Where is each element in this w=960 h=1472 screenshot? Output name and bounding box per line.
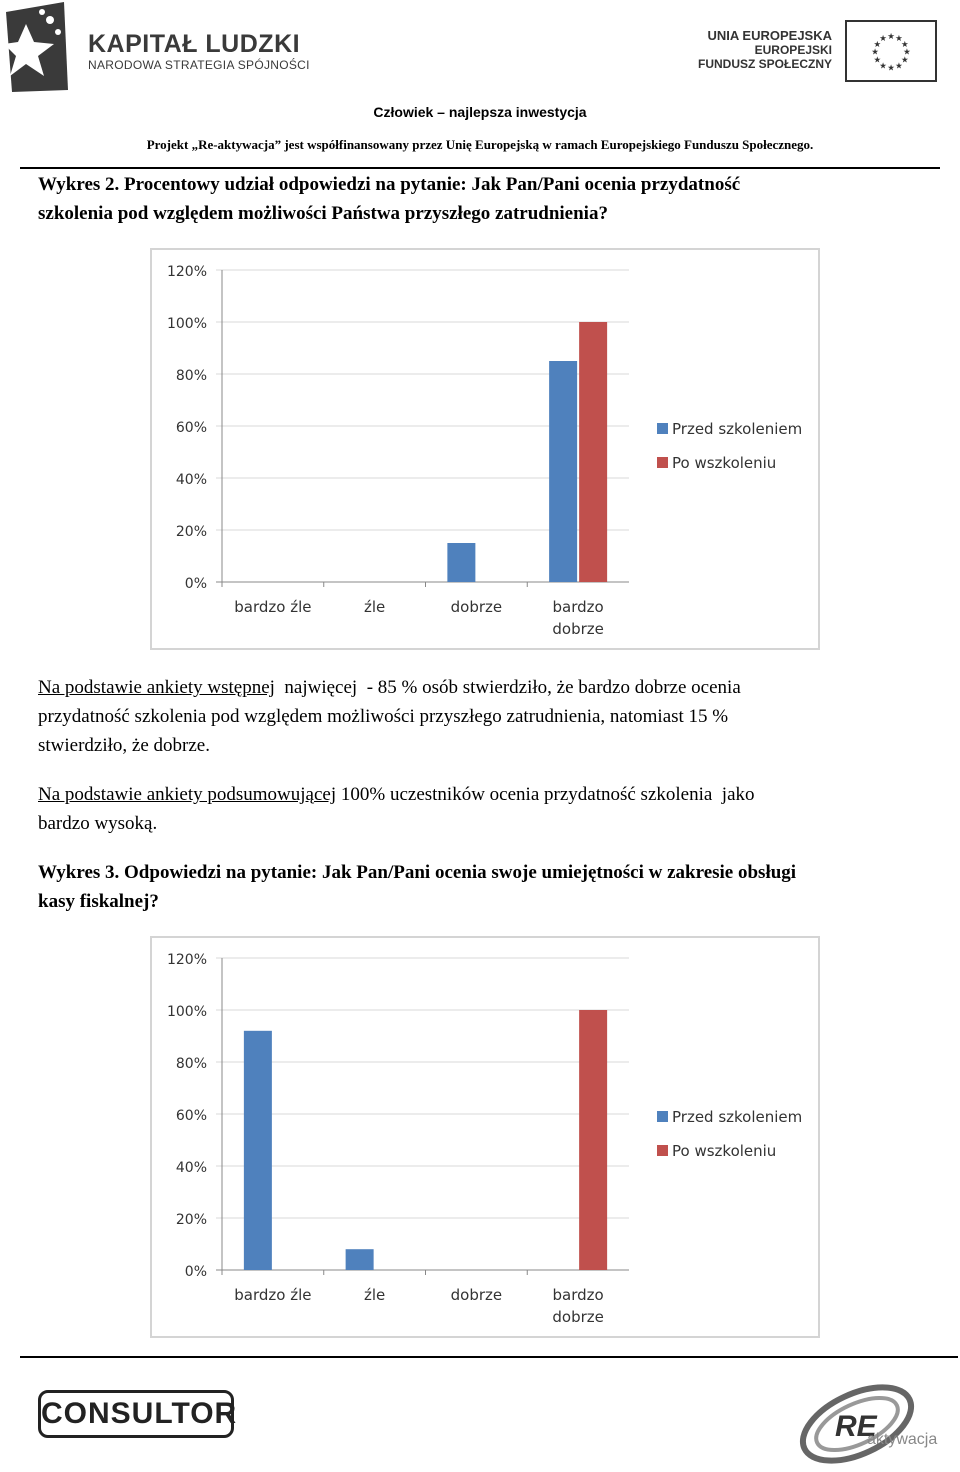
header-divider bbox=[20, 167, 940, 169]
paragraph-1 bbox=[38, 673, 918, 760]
legend-swatch bbox=[657, 457, 668, 468]
aktywacja-logo-text: aktywacja bbox=[867, 1431, 938, 1448]
y-tick-label: 20% bbox=[175, 524, 207, 540]
re-aktywacja-logo bbox=[795, 1380, 945, 1468]
eu-star-icon: ★ bbox=[873, 55, 882, 65]
eu-star-icon: ★ bbox=[900, 39, 909, 49]
y-tick-label: 120% bbox=[166, 264, 207, 280]
paragraph-1-lead: Na podstawie ankiety wstępnej bbox=[38, 677, 275, 698]
y-tick-label: 80% bbox=[175, 1056, 207, 1072]
footer-divider bbox=[20, 1356, 958, 1358]
eu-line-3: FUNDUSZ SPOŁECZNY bbox=[697, 57, 832, 71]
x-category-label: bardzo bbox=[552, 598, 604, 616]
caption-2-line-2: kasy fiskalnej? bbox=[38, 891, 159, 912]
eu-star-icon: ★ bbox=[895, 33, 903, 43]
eu-star-icon: ★ bbox=[873, 39, 882, 49]
x-category-label: źle bbox=[363, 598, 386, 616]
chart-2 bbox=[150, 936, 820, 1338]
bar-after bbox=[579, 322, 607, 582]
x-category-label: dobrze bbox=[450, 598, 503, 616]
caption-1-line-1: Wykres 2. Procentowy udział odpowiedzi na pytanie: Jak Pan/Pani ocenia przydatność bbox=[38, 174, 741, 195]
y-tick-label: 100% bbox=[166, 1004, 207, 1020]
eu-text-block bbox=[698, 28, 832, 71]
x-category-label: dobrze bbox=[450, 1286, 503, 1304]
chart-2-svg bbox=[152, 938, 822, 1340]
eu-flag-icon bbox=[845, 20, 937, 82]
kapital-ludzki-title: KAPITAŁ LUDZKI bbox=[88, 30, 301, 58]
chart-1-svg bbox=[152, 250, 822, 652]
paragraph-1-line-2: przydatność szkolenia pod względem możliwości przyszłego zatrudnienia, natomiast 15 % bbox=[38, 706, 729, 727]
legend-swatch bbox=[657, 1111, 668, 1122]
legend-label: Przed szkoleniem bbox=[672, 420, 803, 438]
legend-label: Po wszkoleniu bbox=[672, 1142, 777, 1160]
bar-before bbox=[447, 543, 475, 582]
re-logo-text: RE bbox=[835, 1410, 877, 1443]
eu-star-icon: ★ bbox=[900, 55, 909, 65]
x-category-label: dobrze bbox=[552, 620, 604, 638]
kapital-ludzki-logo bbox=[4, 2, 70, 92]
legend-label: Po wszkoleniu bbox=[672, 454, 777, 472]
consultor-logo bbox=[38, 1390, 238, 1438]
paragraph-2-text: 100% uczestników ocenia przydatność szkolenia jako bbox=[336, 784, 755, 805]
bar-after bbox=[579, 1010, 607, 1270]
y-tick-label: 60% bbox=[175, 1108, 207, 1124]
y-tick-label: 120% bbox=[166, 952, 207, 968]
x-category-label: bardzo bbox=[552, 1286, 604, 1304]
chart-1 bbox=[150, 248, 820, 650]
slogan: Człowiek – najlepsza inwestycja bbox=[373, 104, 587, 120]
x-category-label: źle bbox=[363, 1286, 386, 1304]
chart-caption-1 bbox=[38, 170, 938, 228]
paragraph-2-line-2: bardzo wysoką. bbox=[38, 813, 158, 834]
y-tick-label: 80% bbox=[175, 368, 207, 384]
bar-before bbox=[549, 361, 577, 582]
legend-swatch bbox=[657, 1145, 668, 1156]
eu-star-icon: ★ bbox=[895, 61, 903, 71]
x-category-label: bardzo źle bbox=[234, 598, 312, 616]
bar-before bbox=[244, 1031, 272, 1270]
y-tick-label: 60% bbox=[175, 420, 207, 436]
y-tick-label: 0% bbox=[184, 576, 207, 592]
eu-line-1: UNIA EUROPEJSKA bbox=[707, 28, 832, 43]
eu-star-icon: ★ bbox=[887, 31, 895, 41]
y-tick-label: 20% bbox=[175, 1212, 207, 1228]
eu-star-icon: ★ bbox=[887, 63, 895, 73]
eu-star-icon: ★ bbox=[879, 61, 887, 71]
bar-before bbox=[346, 1249, 374, 1270]
consultor-logo-text: CONSULTOR bbox=[41, 1397, 238, 1430]
paragraph-1-text: najwięcej - 85 % osób stwierdziło, że bardzo dobrze ocenia bbox=[274, 677, 741, 698]
paragraph-2 bbox=[38, 780, 918, 838]
y-tick-label: 40% bbox=[175, 472, 207, 488]
eu-star-icon: ★ bbox=[879, 33, 887, 43]
chart-caption-2 bbox=[38, 858, 938, 916]
legend-label: Przed szkoleniem bbox=[672, 1108, 803, 1126]
kapital-ludzki-subtitle: NARODOWA STRATEGIA SPÓJNOŚCI bbox=[88, 58, 310, 72]
paragraph-2-lead: Na podstawie ankiety podsumowującej bbox=[38, 784, 337, 805]
eu-line-2: EUROPEJSKI bbox=[754, 43, 832, 57]
paragraph-1-line-3: stwierdziło, że dobrze. bbox=[38, 735, 210, 756]
legend-swatch bbox=[657, 423, 668, 434]
eu-star-icon: ★ bbox=[903, 47, 911, 57]
caption-1-line-2: szkolenia pod względem możliwości Państwa przyszłego zatrudnienia? bbox=[38, 203, 608, 224]
x-category-label: bardzo źle bbox=[234, 1286, 312, 1304]
y-tick-label: 100% bbox=[166, 316, 207, 332]
project-note: Projekt „Re-aktywacja” jest współfinansowany przez Unię Europejską w ramach Europejskiego Funduszu Społecznego. bbox=[146, 137, 814, 152]
y-tick-label: 0% bbox=[184, 1264, 207, 1280]
caption-2-line-1: Wykres 3. Odpowiedzi na pytanie: Jak Pan/Pani ocenia swoje umiejętności w zakresie obsługi bbox=[38, 862, 797, 883]
eu-star-icon: ★ bbox=[871, 47, 879, 57]
x-category-label: dobrze bbox=[552, 1308, 604, 1326]
y-tick-label: 40% bbox=[175, 1160, 207, 1176]
